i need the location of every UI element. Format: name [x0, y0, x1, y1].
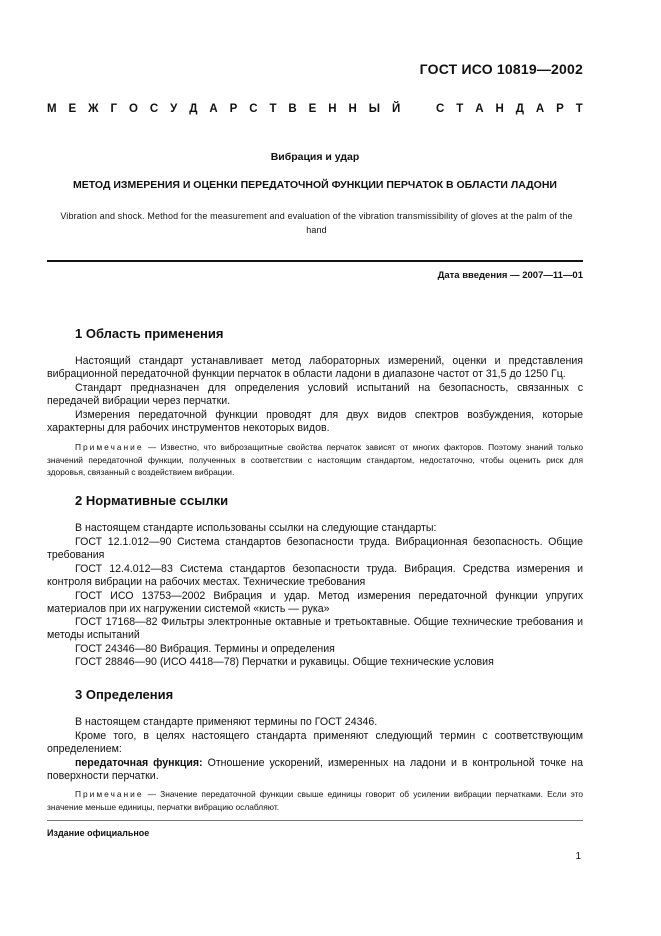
section-2-intro: В настоящем стандарте использованы ссылки на следующие стандарты: [75, 522, 437, 534]
reference-item: ГОСТ 12.1.012—90 Система стандартов безопасности труда. Вибрационная безопасность. Общие требования [47, 536, 583, 562]
page-number: 1 [575, 851, 581, 862]
section-2-heading: 2 Нормативные ссылки [75, 493, 229, 508]
heading-letter: С [249, 103, 258, 115]
note-label: Примечание [75, 789, 144, 799]
reference-item: ГОСТ 28846—90 (ИСО 4418—78) Перчатки и рукавицы. Общие технические условия [75, 656, 494, 668]
heading-letter: Р [556, 103, 564, 115]
section-1-heading: 1 Область применения [75, 326, 224, 341]
heading-letter: О [128, 103, 138, 115]
heading-letter: Е [308, 103, 317, 115]
document-number: ГОСТ ИСО 10819—2002 [419, 61, 583, 77]
heading-letter: Т [575, 103, 583, 115]
heading-letter: С [436, 103, 445, 115]
heading-letter: Н [328, 103, 337, 115]
section-3-heading: 3 Определения [75, 687, 174, 702]
heading-letter: М [47, 103, 57, 115]
heading-letter: Ж [88, 103, 99, 115]
heading-letter: Р [229, 103, 238, 115]
reference-item: ГОСТ 24346—80 Вибрация. Термины и определения [75, 643, 335, 655]
heading-letter: Е [68, 103, 77, 115]
document-title-english: Vibration and shock. Method for the measurement and evaluation of the vibration transmissibility of gloves at the palm of the hand [60, 211, 573, 235]
reference-item: ГОСТ 12.4.012—83 Система стандартов безопасности труда. Вибрация. Средства измерения и контроля вибрации на рабочих местах. Технические требования [47, 563, 583, 589]
term-definition [47, 757, 583, 784]
section-3-note [47, 788, 583, 813]
section-1-note [47, 441, 583, 479]
reference-item: ГОСТ 17168—82 Фильтры электронные октавные и третьоктавные. Общие технические требования и методы испытаний [47, 616, 583, 642]
heading-letter: Н [495, 103, 504, 115]
edition-label: Издание официальное [47, 828, 150, 838]
definition: Отношение ускорений, измеренных на ладони и в контрольной точке на поверхности перчатки. [47, 757, 583, 783]
heading-letter: Й [391, 103, 401, 115]
section-1-paragraph-2: Стандарт предназначен для определения условий испытаний на безопасность, связанных с передачей вибрации через перчатки. [47, 382, 583, 408]
footer-divider [47, 820, 583, 821]
section-1-paragraph-3: Измерения передаточной функции проводят для двух видов спектров возбуждения, которые характерны для рабочих инструментов некоторых видов. [47, 409, 583, 435]
heading-letter: С [149, 103, 159, 115]
title-divider [47, 260, 583, 262]
section-3-paragraph-1: В настоящем стандарте применяют термины по ГОСТ 24346. [75, 716, 378, 728]
introduction-date: Дата введения — 2007—11—01 [437, 270, 583, 281]
heading-letter: Т [456, 103, 464, 115]
reference-item: ГОСТ ИСО 13753—2002 Вибрация и удар. Метод измерения передаточной функции упругих материалов при их нагружении системой «кисть — рука» [47, 590, 583, 616]
note-label: Примечание [75, 442, 144, 452]
heading-letter: Д [515, 103, 524, 115]
heading-letter: Т [269, 103, 277, 115]
note-text: — Значение передаточной функции свыше единицы говорит об усилении вибрации перчатками. Если это значение меньше единицы, перчатки вибрацию ослабляют. [47, 789, 583, 812]
section-1-paragraph-1: Настоящий стандарт устанавливает метод лабораторных измерений, оценки и представления вибрационной передаточной функции перчаток в области ладони в диапазоне частот от 31,5 до 1250 Гц. [47, 355, 583, 381]
heading-letter: Ы [368, 103, 381, 115]
heading-letter: Г [110, 103, 118, 115]
term: передаточная функция: [75, 757, 203, 769]
section-3-paragraph-2: Кроме того, в целях настоящего стандарта применяют следующий термин с соответствующим определением: [47, 730, 583, 756]
heading-letter: А [209, 103, 218, 115]
heading-letter: А [475, 103, 484, 115]
document-subtitle: Вибрация и удар [270, 151, 360, 163]
heading-letter: У [170, 103, 178, 115]
heading-letter: В [288, 103, 297, 115]
document-title: МЕТОД ИЗМЕРЕНИЯ И ОЦЕНКИ ПЕРЕДАТОЧНОЙ ФУНКЦИИ ПЕРЧАТОК В ОБЛАСТИ ЛАДОНИ [73, 179, 557, 191]
heading-letter: Н [348, 103, 357, 115]
heading-letter: Д [189, 103, 198, 115]
heading-letter: А [535, 103, 545, 115]
interstate-standard-heading [47, 103, 583, 115]
note-text: — Известно, что вибpозащитные свойства перчаток зависят от многих факторов. Поэтому знаний только значений передаточной функции, полученных в соответствии с настоящим стандартом, недостаточно, чтобы оценить риск для здоровья, связанный с воздействием вибрации. [47, 442, 583, 477]
